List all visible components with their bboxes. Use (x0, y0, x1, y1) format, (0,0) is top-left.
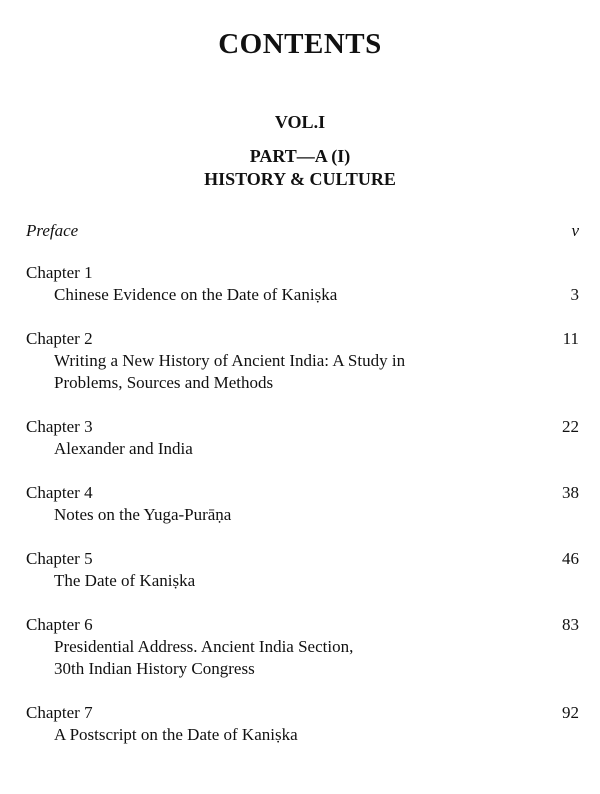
table-of-contents (26, 220, 579, 768)
toc-entry-chapter-4 (26, 482, 579, 526)
chapter-label: Chapter 2 (26, 329, 93, 348)
volume-heading: VOL.I (274, 112, 326, 132)
page-number: 3 (570, 285, 579, 304)
page-number: 92 (562, 703, 579, 722)
chapter-title: A Postscript on the Date of Kaniṣka (54, 725, 298, 744)
toc-entry-chapter-3 (26, 416, 579, 460)
part-heading (0, 145, 600, 191)
page-title: CONTENTS (218, 28, 382, 60)
toc-entry-preface (26, 220, 579, 242)
page-number: 38 (562, 483, 579, 502)
chapter-label: Chapter 4 (26, 483, 93, 502)
chapter-title: Notes on the Yuga-Purāṇa (54, 505, 232, 524)
chapter-label: Chapter 1 (26, 263, 93, 282)
chapter-title: Chinese Evidence on the Date of Kaniṣka (54, 285, 338, 304)
chapter-title: Presidential Address. Ancient India Section, (54, 637, 354, 656)
part-subtitle: HISTORY & CULTURE (204, 169, 396, 189)
part-label: PART—A (I) (249, 146, 351, 166)
page-number: 11 (562, 329, 579, 348)
toc-entry-chapter-1 (26, 262, 579, 306)
toc-entry-chapter-5 (26, 548, 579, 592)
page-number: v (571, 221, 579, 240)
chapter-title: The Date of Kaniṣka (54, 571, 196, 590)
chapter-label: Chapter 5 (26, 549, 93, 568)
chapter-title-cont: 30th Indian History Congress (54, 659, 255, 678)
page-number: 22 (562, 417, 579, 436)
chapter-label: Chapter 7 (26, 703, 93, 722)
chapter-title: Alexander and India (54, 439, 193, 458)
toc-entry-chapter-6 (26, 614, 579, 680)
chapter-title-cont: Problems, Sources and Methods (54, 373, 274, 392)
preface-label: Preface (26, 221, 79, 240)
chapter-title: Writing a New History of Ancient India: A Study in (54, 351, 406, 370)
toc-entry-chapter-7 (26, 702, 579, 746)
toc-entry-chapter-2 (26, 328, 579, 394)
chapter-label: Chapter 3 (26, 417, 93, 436)
chapter-label: Chapter 6 (26, 615, 93, 634)
page-number: 83 (562, 615, 579, 634)
page-number: 46 (562, 549, 579, 568)
